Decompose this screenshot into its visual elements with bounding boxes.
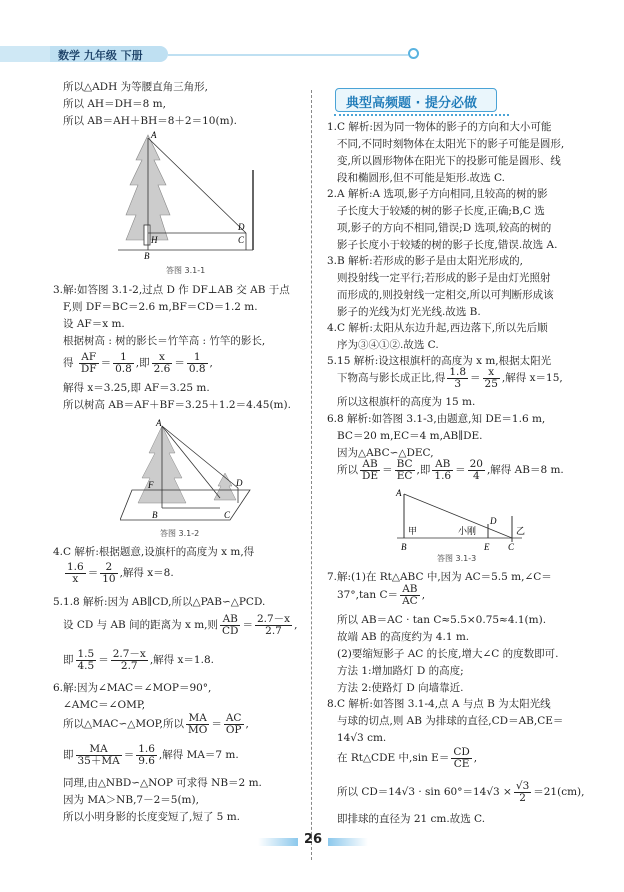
- equation-line: $\frac{1.6}{x}$ ＝ $\frac{2}{10}$ ,解得 x＝8.: [67, 560, 174, 585]
- fraction: $\frac{2.7-x}{2.7}$: [112, 647, 146, 672]
- text-line: 段和椭圆形,但不可能是矩形.故选 C.: [337, 172, 506, 184]
- fraction: $\frac{1.5}{4.5}$: [77, 647, 95, 672]
- fraction: $\frac{√3}{2}$: [515, 779, 530, 804]
- eq-text: 即: [63, 749, 74, 761]
- figure-3-1-3: [392, 486, 542, 554]
- text-line: 5.1.8 解析:因为 AB∥CD,所以△PAB∽△PCD.: [53, 596, 266, 608]
- fraction: $\frac{AB}{CD}$: [222, 612, 239, 637]
- figure-3-1-2: [120, 418, 260, 528]
- fraction: $\frac{AC}{OP}$: [225, 711, 242, 736]
- eq-text: 设 CD 与 AB 间的距离为 x m,则: [63, 619, 218, 631]
- fig2-label-d: D: [236, 478, 243, 488]
- fraction: $\frac{2.7-x}{2.7}$: [256, 612, 291, 637]
- text-line: 而形成的,则投射线一定相交,所以可判断形成该: [337, 289, 554, 301]
- text-line: 故端 AB 的高度约为 4.1 m.: [337, 631, 470, 643]
- eq-text: 所以 CD＝14√3 · sin 60°＝14√3 ×: [337, 786, 512, 798]
- fig1-label-c: C: [238, 235, 245, 245]
- text-line: 4.C 解析:太阳从东边升起,西边落下,所以先后顺: [327, 322, 548, 334]
- fig1-label-a: A: [151, 130, 157, 140]
- fig2-label-a: A: [156, 418, 162, 428]
- equation-line: 所以 $\frac{AB}{DE}$ ＝ $\frac{BC}{EC}$ ,即 $\frac{AB}{1.6}$ ＝ $\frac{20}{4}$ ,解得 AB＝8 m.: [337, 457, 564, 482]
- text-line: 根据树高 : 树的影长＝竹竿高 : 竹竿的影长,: [63, 335, 266, 347]
- eq-text: ＝21(cm),: [533, 786, 585, 798]
- page-number: 26: [304, 832, 323, 847]
- figure-3-1-1: [118, 130, 268, 260]
- fig1-label-b: B: [144, 251, 150, 260]
- fraction: $\frac{1}{0.8}$: [115, 350, 132, 375]
- fraction: $\frac{MA}{35+MA}$: [77, 742, 120, 767]
- caption-fig2: 答图 3.1-2: [160, 529, 200, 538]
- footer-decor: [258, 838, 298, 846]
- fraction: $\frac{1}{0.8}$: [188, 350, 206, 375]
- fig2-label-b: B: [152, 510, 158, 520]
- text-line: 2.A 解析:A 选项,影子方向相同,且较高的树的影: [327, 188, 548, 200]
- equation-line: 37°,tan C＝ $\frac{AB}{AC}$ ,: [337, 582, 426, 607]
- text-line: 4.C 解析:根据题意,设旗杆的高度为 x m,得: [53, 546, 255, 558]
- text-line: 序为③④①②.故选 C.: [337, 339, 439, 351]
- text-line: 3.B 解析:若形成的影子是由太阳光形成的,: [327, 255, 523, 267]
- eq-text: ,解得 MA＝7 m.: [158, 749, 239, 761]
- equation-line: [337, 780, 584, 804]
- text-line: 8.C 解析:如答图 3.1-4,点 A 与点 B 为太阳光线: [327, 698, 551, 710]
- fraction: $\frac{x}{2.6}$: [153, 350, 171, 375]
- text-line: 项,影子的方向不相同,错误;D 选项,较高的树的: [337, 222, 552, 234]
- text-line: 所以 AH＝DH＝8 m,: [63, 98, 166, 110]
- header-bar: [0, 44, 624, 66]
- eq-text: 所以△MAC∽△MOP,所以: [63, 718, 184, 730]
- fraction: $\frac{MA}{MO}$: [187, 711, 208, 736]
- text-line: 影子的光线为灯光光线.故选 B.: [337, 306, 481, 318]
- equation-line: 即 $\frac{1.5}{4.5}$ ＝ $\frac{2.7-x}{2.7}$ ,解得 x＝1.8.: [63, 647, 214, 672]
- caption-fig1: 答图 3.1-1: [166, 266, 206, 275]
- eq-text: ,解得 x＝8.: [119, 567, 174, 579]
- text-line: 解得 x＝3.25,即 AF＝3.25 m.: [63, 382, 210, 394]
- text-line: 所以这根旗杆的高度为 15 m.: [337, 396, 476, 408]
- text-line: 5.15 解析:设这根旗杆的高度为 x m,根据太阳光: [327, 355, 552, 367]
- fig2-label-c: C: [224, 510, 231, 520]
- fig3-label-b: B: [401, 542, 407, 552]
- equation-line: 所以△MAC∽△MOP,所以 $\frac{MA}{MO}$ ＝ $\frac{AC}{OP}$ ,: [63, 711, 249, 736]
- fraction: $\frac{AB}{1.6}$: [434, 457, 452, 482]
- eq-text: ,解得 x＝15,: [501, 372, 563, 384]
- text-line: 则投射线一定平行;若形成的影子是由灯光照射: [337, 272, 551, 284]
- fig3-label-xiaogang: 小刚: [458, 526, 477, 536]
- fig3-label-e: E: [484, 542, 490, 552]
- eq-text: ,即: [135, 357, 150, 369]
- eq-text: 在 Rt△CDE 中,sin E＝: [337, 752, 450, 764]
- equation-line: 得 $\frac{AF}{DF}$ ＝ $\frac{1}{0.8}$ ,即 $\frac{x}{2.6}$ ＝ $\frac{1}{0.8}$ ,: [63, 350, 213, 375]
- text-line: 14√3 cm.: [337, 732, 387, 744]
- eq-text: ,解得 AB＝8 m.: [486, 464, 564, 476]
- fraction: $\frac{AB}{AC}$: [402, 582, 418, 607]
- fig3-label-yi: 乙: [516, 526, 526, 536]
- text-line: 所以△ADH 为等腰直角三角形,: [63, 81, 208, 93]
- fig3-label-a: A: [396, 488, 402, 498]
- equation-line: 即 $\frac{MA}{35+MA}$ ＝ $\frac{1.6}{9.6}$ ,解得 MA＝7 m.: [63, 742, 239, 767]
- eq-text: 所以: [337, 464, 358, 476]
- fraction: $\frac{AB}{DE}$: [362, 457, 379, 482]
- fig3-label-c: C: [508, 542, 515, 552]
- eq-text: 下物高与影长成正比,得: [337, 372, 446, 384]
- eq-text: 即: [63, 654, 74, 666]
- text-line: BC＝20 m,EC＝4 m,AB∥DE.: [337, 430, 483, 442]
- eq-text: ,解得 x＝1.8.: [149, 654, 214, 666]
- text-line: 同理,由△NBD∽△NOP 可求得 NB＝2 m.: [63, 777, 262, 789]
- fig3-label-jia: 甲: [408, 526, 418, 536]
- text-line: 所以小明身影的长度变短了,短了 5 m.: [63, 811, 240, 823]
- text-line: (2)要缩短影子 AC 的长度,增大∠C 的度数即可.: [337, 648, 559, 660]
- text-line: 1.C 解析:因为同一物体的影子的方向和大小可能: [327, 121, 552, 133]
- footer-decor: [328, 838, 368, 846]
- eq-text: 37°,tan C＝: [337, 589, 399, 601]
- text-line: 变,所以圆形物体在阳光下的投影可能是圆形、线: [337, 155, 561, 167]
- fig1-label-h: H: [151, 235, 158, 245]
- text-line: 影子长度小于较矮的树的影子长度,错误.故选 A.: [337, 239, 558, 251]
- text-line: 设 AF＝x m.: [63, 318, 125, 330]
- fraction: $\frac{AF}{DF}$: [80, 350, 97, 375]
- equation-line: 设 CD 与 AB 间的距离为 x m,则 $\frac{AB}{CD}$ ＝ $\frac{2.7-x}{2.7}$ ,: [63, 612, 298, 637]
- text-line: 方法 1:增加路灯 D 的高度;: [337, 665, 464, 677]
- text-line: 所以 AB＝AH＋BH＝8＋2＝10(m).: [63, 115, 237, 127]
- text-line: 因为△ABC∽△DEC,: [337, 447, 434, 459]
- text-line: 因为 MA＞NB,7－2＝5(m),: [63, 794, 199, 806]
- fig2-label-f: F: [148, 480, 154, 490]
- fraction: $\frac{1.6}{x}$: [67, 560, 84, 585]
- header-title: 数学 九年级 下册: [58, 49, 143, 62]
- fraction: $\frac{BC}{EC}$: [396, 457, 413, 482]
- text-line: 所以 AB＝AC · tan C≈5.5×0.75≈4.1(m).: [337, 614, 547, 626]
- text-line: 3.解:如答图 3.1-2,过点 D 作 DF⊥AB 交 AB 于点: [53, 284, 290, 296]
- eq-text: ,即: [416, 464, 431, 476]
- fig3-label-d: D: [490, 516, 497, 526]
- fraction: $\frac{20}{4}$: [469, 457, 483, 482]
- text-line: 与球的切点,则 AB 为排球的直径,CD＝AB,CE＝: [337, 715, 564, 727]
- fraction: $\frac{1.8}{3}$: [449, 365, 467, 390]
- caption-fig3: 答图 3.1-3: [437, 554, 477, 563]
- text-line: 所以树高 AB＝AF＋BF＝3.25＋1.2＝4.45(m).: [63, 399, 291, 411]
- text-line: 即排球的直径为 21 cm.故选 C.: [337, 813, 486, 825]
- fraction: $\frac{CD}{CE}$: [453, 745, 470, 770]
- text-line: 6.解:因为∠MAC＝∠MOP＝90°,: [53, 682, 212, 694]
- text-line: 子长度大于较矮的树的影子长度,正确;B,C 选: [337, 205, 545, 217]
- text-line: 6.8 解析:如答图 3.1-3,由题意,知 DE＝1.6 m,: [327, 413, 546, 425]
- text-line: 7.解:(1)在 Rt△ABC 中,因为 AC＝5.5 m,∠C＝: [327, 571, 552, 583]
- text-line: 方法 2:使路灯 D 向墙靠近.: [337, 682, 464, 694]
- fraction: $\frac{2}{10}$: [102, 560, 116, 585]
- fraction: $\frac{x}{25}$: [484, 365, 498, 390]
- text-line: ∠AMC＝∠OMP,: [63, 699, 146, 711]
- section-title-box: [335, 88, 497, 112]
- text-line: 不同,不同时刻物体在太阳光下的影子可能是圆形,: [337, 138, 565, 150]
- column-divider: [311, 90, 312, 860]
- section-title: 典型高频题 · 提分必做: [346, 96, 477, 111]
- text-line: F,则 DF＝BC＝2.6 m,BF＝CD＝1.2 m.: [63, 301, 258, 313]
- fraction: $\frac{1.6}{9.6}$: [138, 742, 155, 767]
- fig1-label-d: D: [238, 222, 245, 232]
- eq-text: 得: [63, 357, 74, 369]
- equation-line: 下物高与影长成正比,得 $\frac{1.8}{3}$ ＝ $\frac{x}{25}$ ,解得 x＝15,: [337, 365, 563, 390]
- equation-line: 在 Rt△CDE 中,sin E＝ $\frac{CD}{CE}$ ,: [337, 745, 478, 770]
